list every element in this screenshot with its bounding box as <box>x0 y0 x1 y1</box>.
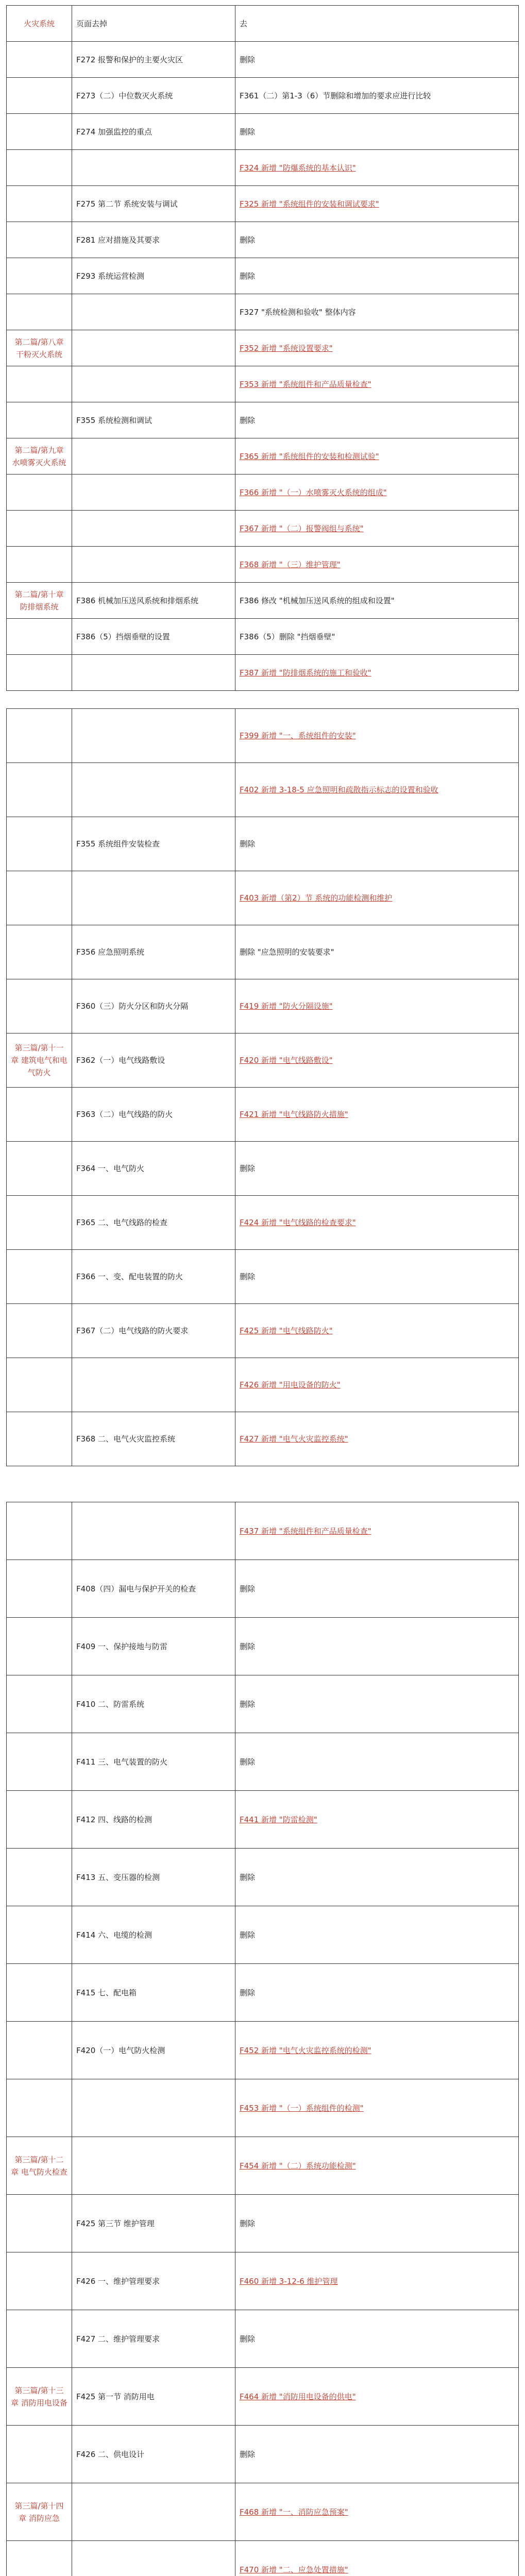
table-row <box>7 1250 519 1304</box>
old-edition-cell: F408（四）漏电与保护开关的检查 <box>72 1560 235 1618</box>
section-cell <box>7 2310 72 2368</box>
new-edition-cell: F441 新增 "防雷检测" <box>235 1791 519 1849</box>
old-edition-cell: F355 系统组件安装检查 <box>72 817 235 871</box>
old-edition-cell: F281 应对措施及其要求 <box>72 222 235 258</box>
new-edition-cell: F453 新增 "（一）系统组件的检测" <box>235 2079 519 2137</box>
new-edition-cell: F419 新增 "防火分隔设施" <box>235 979 519 1033</box>
new-edition-cell: F324 新增 "防爆系统的基本认识" <box>235 150 519 186</box>
section-cell <box>7 1906 72 1964</box>
comparison-table-block-1 <box>6 5 519 691</box>
new-edition-cell: 删除 <box>235 42 519 78</box>
table-row <box>7 42 519 78</box>
old-edition-cell <box>72 330 235 366</box>
table-row <box>7 222 519 258</box>
table-row <box>7 1142 519 1196</box>
section-cell: 第二篇/第十章 防排烟系统 <box>7 583 72 619</box>
new-edition-cell: 删除 <box>235 1618 519 1675</box>
new-edition-cell: F468 新增 "一、消防应急预案" <box>235 2483 519 2541</box>
new-edition-cell: 删除 <box>235 1250 519 1304</box>
section-cell <box>7 511 72 547</box>
old-edition-cell <box>72 2137 235 2195</box>
table-row <box>7 78 519 114</box>
section-cell <box>7 817 72 871</box>
table-row <box>7 547 519 583</box>
table-row <box>7 294 519 330</box>
section-cell: 第三篇/第十一章 建筑电气和电气防火 <box>7 1033 72 1088</box>
new-edition-cell: 删除 <box>235 258 519 294</box>
old-edition-cell <box>72 709 235 763</box>
old-edition-cell: F414 六、电缆的检测 <box>72 1906 235 1964</box>
new-edition-cell: 删除 <box>235 2310 519 2368</box>
old-edition-cell: F386 机械加压送风系统和排烟系统 <box>72 583 235 619</box>
old-edition-cell <box>72 150 235 186</box>
new-edition-cell: 删除 <box>235 1849 519 1906</box>
new-edition-cell: F386 修改 "机械加压送风系统的组成和设置" <box>235 583 519 619</box>
old-edition-cell: F363（二）电气线路的防火 <box>72 1088 235 1142</box>
new-edition-cell: 去 <box>235 6 519 42</box>
new-edition-cell: 删除 <box>235 1906 519 1964</box>
old-edition-cell <box>72 474 235 511</box>
old-edition-cell: F426 一、维护管理要求 <box>72 2252 235 2310</box>
old-edition-cell: F410 二、防雷系统 <box>72 1675 235 1733</box>
new-edition-cell: F421 新增 "电气线路防火措施" <box>235 1088 519 1142</box>
new-edition-cell: F402 新增 3-18-5 应急照明和疏散指示标志的设置和验收 <box>235 763 519 817</box>
new-edition-cell: F327 "系统检测和验收" 整体内容 <box>235 294 519 330</box>
old-edition-cell: F272 报警和保护的主要火灾区 <box>72 42 235 78</box>
old-edition-cell <box>72 511 235 547</box>
table-row <box>7 2079 519 2137</box>
section-cell <box>7 1560 72 1618</box>
section-cell <box>7 366 72 402</box>
old-edition-cell: F275 第二节 系统安装与调试 <box>72 186 235 222</box>
old-edition-cell: F386（5）挡烟垂壁的设置 <box>72 619 235 655</box>
old-edition-cell: F412 四、线路的检测 <box>72 1791 235 1849</box>
old-edition-cell: F360（三）防火分区和防火分隔 <box>72 979 235 1033</box>
new-edition-cell: F403 新增（第2）节 系统的功能检测和维护 <box>235 871 519 925</box>
table-row <box>7 1196 519 1250</box>
old-edition-cell: F425 第一节 消防用电 <box>72 2368 235 2426</box>
old-edition-cell: F273（二）中位数灭火系统 <box>72 78 235 114</box>
table-row <box>7 1618 519 1675</box>
section-cell <box>7 1142 72 1196</box>
table-row <box>7 2195 519 2252</box>
table-row <box>7 402 519 438</box>
old-edition-cell: F368 二、电气火灾监控系统 <box>72 1412 235 1466</box>
old-edition-cell: F355 系统检测和调试 <box>72 402 235 438</box>
new-edition-cell: F368 新增 "（三）维护管理" <box>235 547 519 583</box>
section-cell <box>7 547 72 583</box>
section-cell <box>7 1791 72 1849</box>
new-edition-cell: 删除 <box>235 222 519 258</box>
new-edition-cell: F387 新增 "防排烟系统的施工和验收" <box>235 655 519 691</box>
new-edition-cell: F470 新增 "二、应急处置措施" <box>235 2541 519 2576</box>
new-edition-cell: F426 新增 "用电设备的防火" <box>235 1358 519 1412</box>
section-cell <box>7 114 72 150</box>
table-row <box>7 619 519 655</box>
old-edition-cell: F274 加强监控的重点 <box>72 114 235 150</box>
new-edition-cell: F399 新增 "一、系统组件的安装" <box>235 709 519 763</box>
new-edition-cell: F454 新增 "（二）系统功能检测" <box>235 2137 519 2195</box>
table-row <box>7 2022 519 2079</box>
new-edition-cell: 删除 <box>235 2195 519 2252</box>
table-row <box>7 1906 519 1964</box>
section-cell <box>7 979 72 1033</box>
old-edition-cell: F365 二、电气线路的检查 <box>72 1196 235 1250</box>
new-edition-cell: F365 新增 "系统组件的安装和检测试验" <box>235 438 519 474</box>
table-row <box>7 1412 519 1466</box>
table-1 <box>6 5 519 691</box>
section-cell <box>7 150 72 186</box>
new-edition-cell: F464 新增 "消防用电设备的供电" <box>235 2368 519 2426</box>
section-cell <box>7 1412 72 1466</box>
section-cell <box>7 2252 72 2310</box>
section-cell <box>7 42 72 78</box>
section-cell <box>7 474 72 511</box>
new-edition-cell: F367 新增 "（二）报警阀组与系统" <box>235 511 519 547</box>
new-edition-cell: 删除 <box>235 817 519 871</box>
new-edition-cell: F366 新增 "（一）水喷雾灭火系统的组成" <box>235 474 519 511</box>
section-cell <box>7 1618 72 1675</box>
section-cell <box>7 2022 72 2079</box>
table-row <box>7 763 519 817</box>
old-edition-cell: F415 七、配电箱 <box>72 1964 235 2022</box>
section-cell <box>7 2541 72 2576</box>
section-cell <box>7 1196 72 1250</box>
table-row <box>7 871 519 925</box>
new-edition-cell: F460 新增 3-12-6 维护管理 <box>235 2252 519 2310</box>
table-3 <box>6 1502 519 2576</box>
old-edition-cell <box>72 763 235 817</box>
new-edition-cell: F437 新增 "系统组件和产品质量检查" <box>235 1502 519 1560</box>
old-edition-cell: F356 应急照明系统 <box>72 925 235 979</box>
section-cell <box>7 1675 72 1733</box>
table-row <box>7 583 519 619</box>
new-edition-cell: 删除 <box>235 1733 519 1791</box>
old-edition-cell: F420（一）电气防火检测 <box>72 2022 235 2079</box>
section-cell <box>7 1733 72 1791</box>
section-cell <box>7 294 72 330</box>
section-cell <box>7 78 72 114</box>
new-edition-cell: F386（5）删除 "挡烟垂壁" <box>235 619 519 655</box>
new-edition-cell: 删除 <box>235 1560 519 1618</box>
table-row <box>7 366 519 402</box>
table-row <box>7 511 519 547</box>
table-row <box>7 438 519 474</box>
old-edition-cell: F425 第三节 维护管理 <box>72 2195 235 2252</box>
section-cell <box>7 186 72 222</box>
comparison-table-block-2 <box>6 708 519 1466</box>
section-cell <box>7 709 72 763</box>
new-edition-cell: 删除 <box>235 2426 519 2483</box>
table-row <box>7 258 519 294</box>
section-cell <box>7 402 72 438</box>
old-edition-cell <box>72 1502 235 1560</box>
table-row <box>7 1033 519 1088</box>
old-edition-cell: F367（二）电气线路的防火要求 <box>72 1304 235 1358</box>
table-row <box>7 1675 519 1733</box>
new-edition-cell: F427 新增 "电气火灾监控系统" <box>235 1412 519 1466</box>
table-row <box>7 2252 519 2310</box>
old-edition-cell: 页面去掉 <box>72 6 235 42</box>
table-row <box>7 1304 519 1358</box>
old-edition-cell <box>72 655 235 691</box>
old-edition-cell <box>72 2541 235 2576</box>
table-row <box>7 474 519 511</box>
new-edition-cell: F361（二）第1-3（6）节删除和增加的要求应进行比较 <box>235 78 519 114</box>
section-cell <box>7 1849 72 1906</box>
old-edition-cell: F411 三、电气装置的防火 <box>72 1733 235 1791</box>
section-cell <box>7 925 72 979</box>
table-row <box>7 2310 519 2368</box>
old-edition-cell <box>72 871 235 925</box>
new-edition-cell: F424 新增 "电气线路的检查要求" <box>235 1196 519 1250</box>
table-row <box>7 1733 519 1791</box>
table-row <box>7 2137 519 2195</box>
section-cell <box>7 2079 72 2137</box>
table-row <box>7 2368 519 2426</box>
old-edition-cell: F362（一）电气线路敷设 <box>72 1033 235 1088</box>
old-edition-cell <box>72 547 235 583</box>
old-edition-cell: F364 一、电气防火 <box>72 1142 235 1196</box>
section-cell <box>7 1358 72 1412</box>
table-row <box>7 1560 519 1618</box>
table-row <box>7 1849 519 1906</box>
table-row <box>7 150 519 186</box>
section-cell <box>7 2195 72 2252</box>
new-edition-cell: 删除 <box>235 1964 519 2022</box>
table-row <box>7 979 519 1033</box>
table-row <box>7 2483 519 2541</box>
table-row <box>7 925 519 979</box>
section-cell <box>7 871 72 925</box>
new-edition-cell: F353 新增 "系统组件和产品质量检查" <box>235 366 519 402</box>
table-row <box>7 709 519 763</box>
table-row <box>7 1502 519 1560</box>
old-edition-cell: F366 一、变、配电装置的防火 <box>72 1250 235 1304</box>
section-cell <box>7 258 72 294</box>
table-row <box>7 114 519 150</box>
section-cell <box>7 655 72 691</box>
old-edition-cell <box>72 366 235 402</box>
comparison-table-block-3 <box>6 1502 519 2576</box>
table-row <box>7 1358 519 1412</box>
section-cell: 第二篇/第八章 干粉灭火系统 <box>7 330 72 366</box>
section-cell <box>7 1088 72 1142</box>
section-cell: 第三篇/第十四章 消防应急 <box>7 2483 72 2541</box>
section-cell <box>7 222 72 258</box>
new-edition-cell: F325 新增 "系统组件的安装和调试要求" <box>235 186 519 222</box>
table-row <box>7 2426 519 2483</box>
section-cell <box>7 2426 72 2483</box>
old-edition-cell: F293 系统运营检测 <box>72 258 235 294</box>
old-edition-cell <box>72 2079 235 2137</box>
table-row <box>7 2541 519 2576</box>
new-edition-cell: F420 新增 "电气线路敷设" <box>235 1033 519 1088</box>
table-row <box>7 1964 519 2022</box>
table-row <box>7 655 519 691</box>
new-edition-cell: F425 新增 "电气线路防火" <box>235 1304 519 1358</box>
old-edition-cell <box>72 2483 235 2541</box>
old-edition-cell <box>72 1358 235 1412</box>
section-cell: 第二篇/第九章 水喷雾灭火系统 <box>7 438 72 474</box>
table-2 <box>6 708 519 1466</box>
new-edition-cell: F352 新增 "系统设置要求" <box>235 330 519 366</box>
old-edition-cell <box>72 294 235 330</box>
table-row <box>7 330 519 366</box>
old-edition-cell: F409 一、保护接地与防雷 <box>72 1618 235 1675</box>
old-edition-cell: F426 二、供电设计 <box>72 2426 235 2483</box>
section-cell <box>7 1964 72 2022</box>
new-edition-cell: 删除 "应急照明的安装要求" <box>235 925 519 979</box>
old-edition-cell <box>72 438 235 474</box>
new-edition-cell: 删除 <box>235 114 519 150</box>
table-row <box>7 1088 519 1142</box>
table-row <box>7 186 519 222</box>
new-edition-cell: 删除 <box>235 402 519 438</box>
section-cell <box>7 1250 72 1304</box>
new-edition-cell: 删除 <box>235 1142 519 1196</box>
new-edition-cell: F452 新增 "电气火灾监控系统的检测" <box>235 2022 519 2079</box>
table-row <box>7 1791 519 1849</box>
section-cell <box>7 1502 72 1560</box>
section-cell: 第三篇/第十三章 消防用电设备 <box>7 2368 72 2426</box>
old-edition-cell: F427 二、维护管理要求 <box>72 2310 235 2368</box>
section-cell: 火灾系统 <box>7 6 72 42</box>
section-cell: 第三篇/第十二章 电气防火检查 <box>7 2137 72 2195</box>
old-edition-cell: F413 五、变压器的检测 <box>72 1849 235 1906</box>
table-row <box>7 6 519 42</box>
section-cell <box>7 619 72 655</box>
section-cell <box>7 1304 72 1358</box>
table-row <box>7 817 519 871</box>
section-cell <box>7 763 72 817</box>
new-edition-cell: 删除 <box>235 1675 519 1733</box>
